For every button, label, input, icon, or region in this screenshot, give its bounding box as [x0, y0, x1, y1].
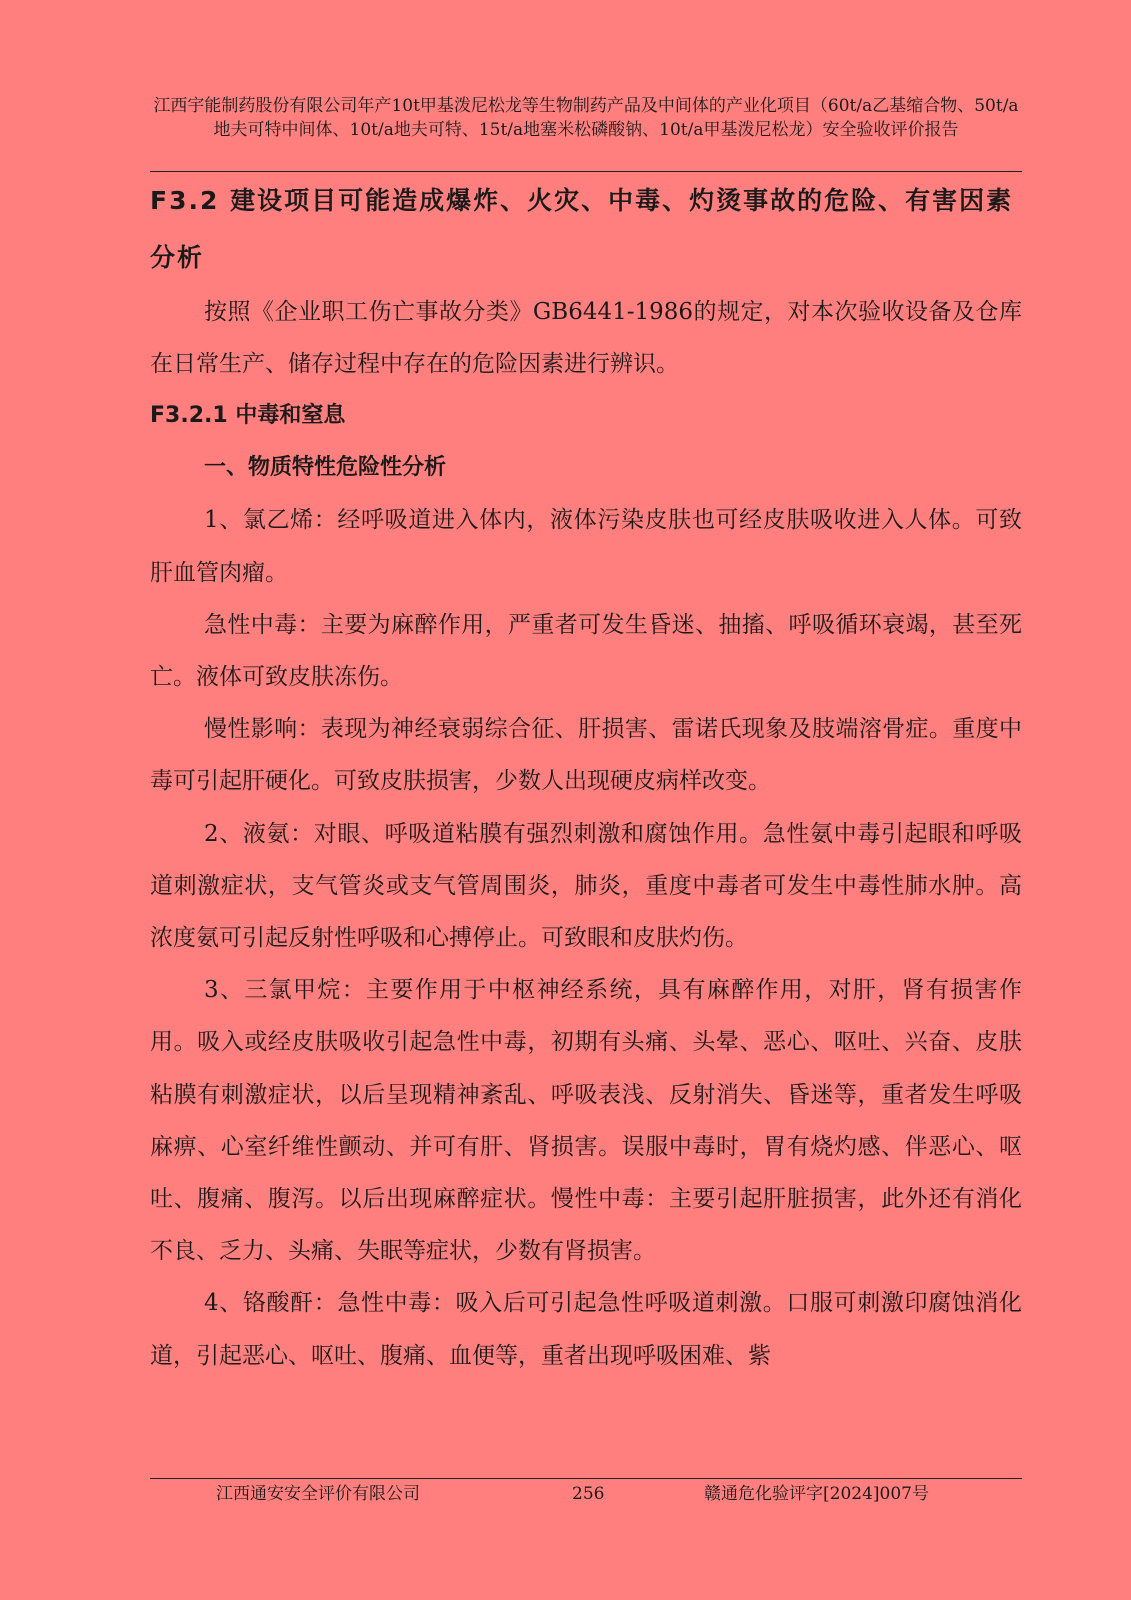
paragraph-chronic-effects: 慢性影响：表现为神经衰弱综合征、肝损害、雷诺氏现象及肢端溶骨症。重度中毒可引起肝硬化。可致皮肤损害，少数人出现硬皮病样改变。: [150, 716, 1022, 795]
paragraph-acute-poisoning: 急性中毒：主要为麻醉作用，严重者可发生昏迷、抽搐、呼吸循环衰竭，甚至死亡。液体可致皮肤冻伤。: [150, 611, 1022, 691]
page-header: 江西宇能制药股份有限公司年产10t甲基泼尼松龙等生物制药产品及中间体的产业化项目（60t/a乙基缩合物、50t/a地夫可特中间体、10t/a地夫可特、15t/a地塞米松磷酸钠、10t/a甲基泼尼松龙）安全验收评价报告: [153, 96, 1019, 140]
paragraph-vinyl-chloride: 1、氯乙烯：经呼吸道进入体内，液体污染皮肤也可经皮肤吸收进入人体。可致肝血管肉瘤。: [150, 507, 1022, 586]
footer-doc-number: 赣通危化验评字[2024]007号: [704, 1484, 929, 1504]
subheading: 一、物质特性危险性分析: [204, 455, 447, 481]
subsection-title: F3.2.1 中毒和窒息: [150, 403, 346, 429]
paragraph-chromic-anhydride: 4、铬酸酐：急性中毒：吸入后可引起急性呼吸道刺激。口服可刺激印腐蚀消化道，引起恶心、呕吐、腹痛、血便等，重者出现呼吸困难、紫: [150, 1290, 1022, 1369]
section-title: F3.2 建设项目可能造成爆炸、火灾、中毒、灼烫事故的危险、有害因素分析: [150, 186, 1014, 272]
document-body: [150, 172, 1022, 1382]
paragraph-chloroform: 3、三氯甲烷：主要作用于中枢神经系统，具有麻醉作用，对肝，肾有损害作用。吸入或经皮肤吸收引起急性中毒，初期有头痛、头晕、恶心、呕吐、兴奋、皮肤粘膜有刺激症状，以后呈现精神紊乱、呼吸表浅、反射消失、昏迷等，重者发生呼吸麻痹、心室纤维性颤动、并可有肝、肾损害。误服中毒时，胃有烧灼感、伴恶心、呕吐、腹痛、腹泻。以后出现麻醉症状。慢性中毒：主要引起肝脏损害，此外还有消化不良、乏力、头痛、失眠等症状，少数有肾损害。: [150, 977, 1022, 1265]
footer-divider: [150, 1478, 1022, 1479]
footer-company: 江西通安安全评价有限公司: [216, 1484, 420, 1504]
paragraph-liquid-ammonia: 2、液氨：对眼、呼吸道粘膜有强烈刺激和腐蚀作用。急性氨中毒引起眼和呼吸道刺激症状，支气管炎或支气管周围炎，肺炎，重度中毒者可发生中毒性肺水肿。高浓度氨可引起反射性呼吸和心搏停止。可致眼和皮肤灼伤。: [150, 820, 1022, 952]
page-number: 256: [572, 1484, 605, 1504]
intro-paragraph: 按照《企业职工伤亡事故分类》GB6441-1986的规定，对本次验收设备及仓库在日常生产、储存过程中存在的危险因素进行辨识。: [150, 299, 1022, 378]
